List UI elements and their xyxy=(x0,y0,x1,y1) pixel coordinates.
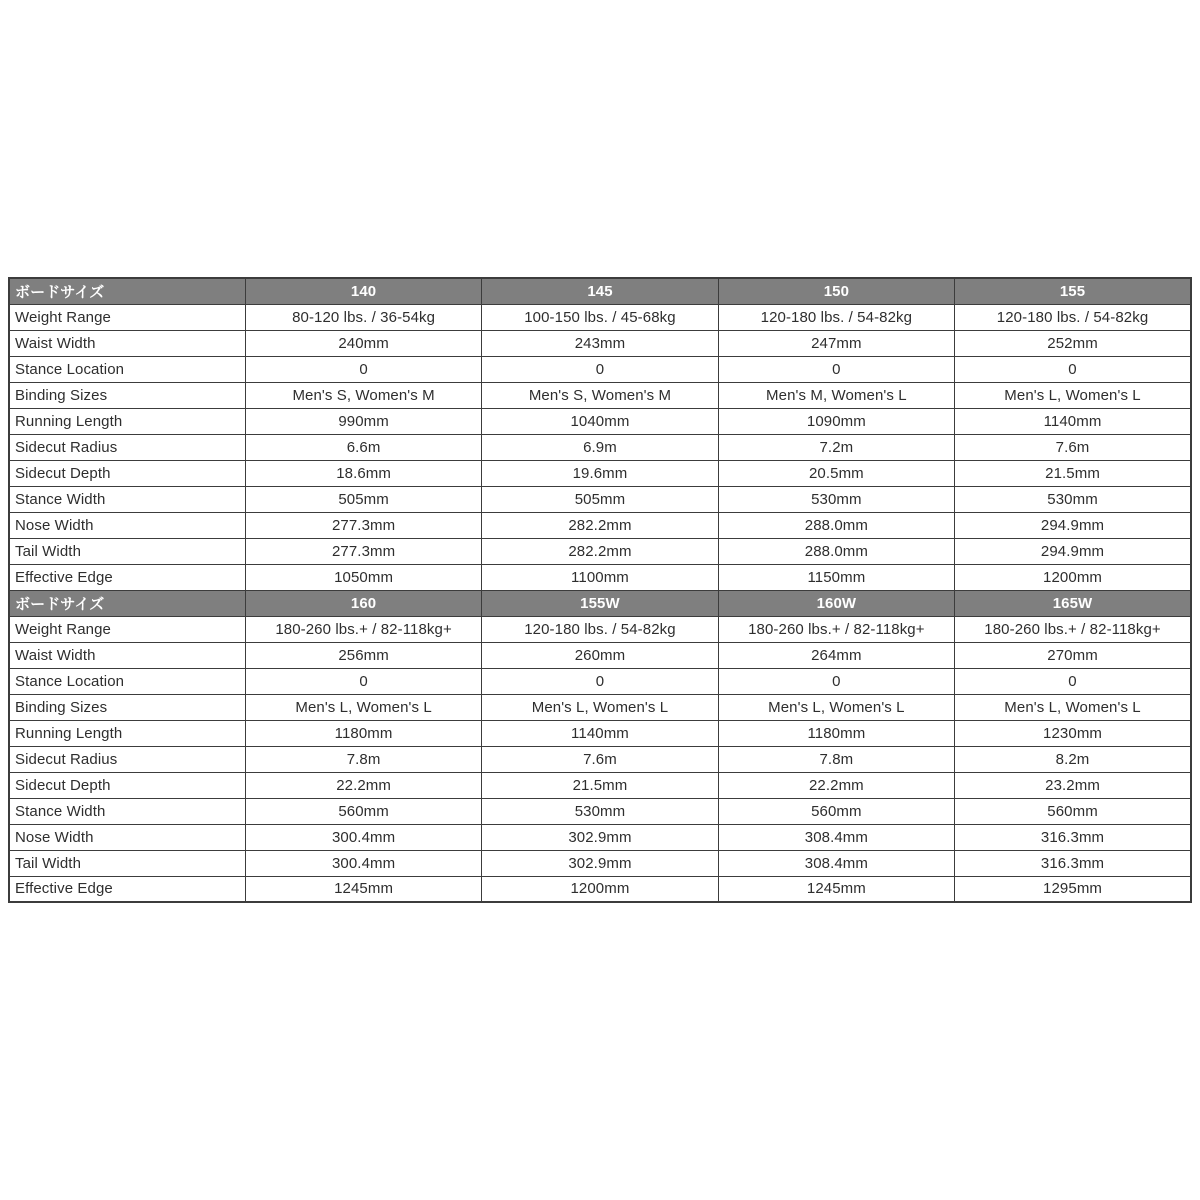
spec-value-cell: Men's M, Women's L xyxy=(718,382,954,408)
spec-row xyxy=(9,668,1191,694)
spec-row-label: Binding Sizes xyxy=(9,694,245,720)
spec-value-cell: 294.9mm xyxy=(955,538,1191,564)
spec-value-cell: 256mm xyxy=(245,642,481,668)
size-column-header: 155W xyxy=(482,590,718,616)
spec-row-label: Stance Location xyxy=(9,668,245,694)
spec-value-cell: 277.3mm xyxy=(245,538,481,564)
spec-row xyxy=(9,746,1191,772)
spec-value-cell: 243mm xyxy=(482,330,718,356)
size-column-header: 140 xyxy=(245,278,481,304)
spec-row xyxy=(9,434,1191,460)
spec-row xyxy=(9,720,1191,746)
spec-value-cell: 302.9mm xyxy=(482,850,718,876)
spec-value-cell: 252mm xyxy=(955,330,1191,356)
spec-row-label: Running Length xyxy=(9,720,245,746)
spec-value-cell: 505mm xyxy=(245,486,481,512)
spec-row xyxy=(9,356,1191,382)
spec-value-cell: 0 xyxy=(482,356,718,382)
spec-value-cell: 308.4mm xyxy=(718,850,954,876)
spec-value-cell: 264mm xyxy=(718,642,954,668)
spec-value-cell: 1150mm xyxy=(718,564,954,590)
spec-row-label: Waist Width xyxy=(9,330,245,356)
spec-row xyxy=(9,876,1191,902)
size-column-header: 145 xyxy=(482,278,718,304)
spec-value-cell: 247mm xyxy=(718,330,954,356)
spec-value-cell: 1140mm xyxy=(955,408,1191,434)
spec-value-cell: 1245mm xyxy=(718,876,954,902)
spec-value-cell: 120-180 lbs. / 54-82kg xyxy=(955,304,1191,330)
spec-row xyxy=(9,460,1191,486)
spec-value-cell: 1180mm xyxy=(245,720,481,746)
spec-value-cell: 1050mm xyxy=(245,564,481,590)
spec-value-cell: 1140mm xyxy=(482,720,718,746)
spec-value-cell: 560mm xyxy=(245,798,481,824)
spec-row-label: Running Length xyxy=(9,408,245,434)
board-size-spec-table xyxy=(8,277,1192,903)
spec-row-label: Binding Sizes xyxy=(9,382,245,408)
spec-value-cell: 1200mm xyxy=(955,564,1191,590)
spec-value-cell: 0 xyxy=(718,356,954,382)
spec-table-body xyxy=(9,278,1191,902)
spec-value-cell: 1040mm xyxy=(482,408,718,434)
spec-row-label: Weight Range xyxy=(9,616,245,642)
spec-value-cell: 300.4mm xyxy=(245,850,481,876)
spec-value-cell: Men's L, Women's L xyxy=(718,694,954,720)
spec-value-cell: 270mm xyxy=(955,642,1191,668)
spec-value-cell: 288.0mm xyxy=(718,538,954,564)
spec-row-label: Weight Range xyxy=(9,304,245,330)
spec-row-label: Stance Location xyxy=(9,356,245,382)
spec-row-label: Stance Width xyxy=(9,486,245,512)
spec-value-cell: 7.8m xyxy=(718,746,954,772)
section-header-row xyxy=(9,278,1191,304)
spec-row-label: Tail Width xyxy=(9,538,245,564)
spec-value-cell: 1295mm xyxy=(955,876,1191,902)
spec-value-cell: 6.6m xyxy=(245,434,481,460)
spec-value-cell: 0 xyxy=(955,668,1191,694)
spec-value-cell: 7.8m xyxy=(245,746,481,772)
spec-value-cell: 0 xyxy=(245,356,481,382)
spec-row xyxy=(9,382,1191,408)
spec-value-cell: Men's S, Women's M xyxy=(482,382,718,408)
size-column-header: 160 xyxy=(245,590,481,616)
spec-row xyxy=(9,538,1191,564)
spec-value-cell: 180-260 lbs.+ / 82-118kg+ xyxy=(955,616,1191,642)
spec-value-cell: 1090mm xyxy=(718,408,954,434)
spec-value-cell: 316.3mm xyxy=(955,824,1191,850)
spec-row xyxy=(9,824,1191,850)
spec-value-cell: 0 xyxy=(245,668,481,694)
spec-value-cell: 23.2mm xyxy=(955,772,1191,798)
spec-value-cell: 180-260 lbs.+ / 82-118kg+ xyxy=(718,616,954,642)
spec-value-cell: 20.5mm xyxy=(718,460,954,486)
spec-value-cell: 0 xyxy=(482,668,718,694)
spec-value-cell: 120-180 lbs. / 54-82kg xyxy=(482,616,718,642)
spec-row xyxy=(9,850,1191,876)
spec-value-cell: 1230mm xyxy=(955,720,1191,746)
spec-value-cell: Men's L, Women's L xyxy=(245,694,481,720)
spec-value-cell: 120-180 lbs. / 54-82kg xyxy=(718,304,954,330)
spec-value-cell: 294.9mm xyxy=(955,512,1191,538)
spec-row-label: Sidecut Depth xyxy=(9,772,245,798)
spec-row-label: Effective Edge xyxy=(9,564,245,590)
spec-value-cell: 302.9mm xyxy=(482,824,718,850)
spec-value-cell: 7.6m xyxy=(482,746,718,772)
spec-row xyxy=(9,798,1191,824)
spec-value-cell: 990mm xyxy=(245,408,481,434)
size-column-header: 160W xyxy=(718,590,954,616)
spec-row xyxy=(9,408,1191,434)
spec-value-cell: 7.2m xyxy=(718,434,954,460)
spec-value-cell: 288.0mm xyxy=(718,512,954,538)
spec-value-cell: 180-260 lbs.+ / 82-118kg+ xyxy=(245,616,481,642)
spec-value-cell: 19.6mm xyxy=(482,460,718,486)
spec-value-cell: 100-150 lbs. / 45-68kg xyxy=(482,304,718,330)
spec-row-label: Sidecut Depth xyxy=(9,460,245,486)
section-header-label: ボードサイズ xyxy=(9,278,245,304)
spec-value-cell: 21.5mm xyxy=(482,772,718,798)
spec-value-cell: 6.9m xyxy=(482,434,718,460)
spec-value-cell: 0 xyxy=(718,668,954,694)
spec-row xyxy=(9,304,1191,330)
spec-value-cell: 22.2mm xyxy=(718,772,954,798)
spec-value-cell: 530mm xyxy=(482,798,718,824)
spec-value-cell: 1100mm xyxy=(482,564,718,590)
spec-value-cell: 505mm xyxy=(482,486,718,512)
spec-row-label: Nose Width xyxy=(9,824,245,850)
spec-value-cell: 277.3mm xyxy=(245,512,481,538)
spec-value-cell: 1245mm xyxy=(245,876,481,902)
spec-value-cell: 530mm xyxy=(955,486,1191,512)
spec-value-cell: 530mm xyxy=(718,486,954,512)
spec-row xyxy=(9,486,1191,512)
spec-value-cell: 21.5mm xyxy=(955,460,1191,486)
spec-value-cell: 308.4mm xyxy=(718,824,954,850)
spec-row xyxy=(9,616,1191,642)
spec-row-label: Stance Width xyxy=(9,798,245,824)
size-column-header: 165W xyxy=(955,590,1191,616)
spec-value-cell: 240mm xyxy=(245,330,481,356)
size-column-header: 150 xyxy=(718,278,954,304)
spec-row-label: Sidecut Radius xyxy=(9,746,245,772)
spec-row-label: Tail Width xyxy=(9,850,245,876)
spec-value-cell: 282.2mm xyxy=(482,512,718,538)
spec-row xyxy=(9,512,1191,538)
spec-value-cell: 260mm xyxy=(482,642,718,668)
spec-value-cell: Men's L, Women's L xyxy=(955,382,1191,408)
spec-value-cell: 80-120 lbs. / 36-54kg xyxy=(245,304,481,330)
spec-value-cell: 1180mm xyxy=(718,720,954,746)
spec-value-cell: Men's L, Women's L xyxy=(955,694,1191,720)
spec-row-label: Sidecut Radius xyxy=(9,434,245,460)
spec-value-cell: 282.2mm xyxy=(482,538,718,564)
spec-value-cell: 8.2m xyxy=(955,746,1191,772)
spec-row-label: Effective Edge xyxy=(9,876,245,902)
spec-value-cell: 22.2mm xyxy=(245,772,481,798)
spec-value-cell: Men's S, Women's M xyxy=(245,382,481,408)
spec-row xyxy=(9,330,1191,356)
spec-row-label: Nose Width xyxy=(9,512,245,538)
spec-row xyxy=(9,642,1191,668)
spec-value-cell: 18.6mm xyxy=(245,460,481,486)
size-column-header: 155 xyxy=(955,278,1191,304)
spec-row xyxy=(9,564,1191,590)
spec-value-cell: 300.4mm xyxy=(245,824,481,850)
spec-value-cell: 1200mm xyxy=(482,876,718,902)
spec-row xyxy=(9,772,1191,798)
spec-value-cell: 560mm xyxy=(955,798,1191,824)
spec-value-cell: 560mm xyxy=(718,798,954,824)
spec-row-label: Waist Width xyxy=(9,642,245,668)
section-header-label: ボードサイズ xyxy=(9,590,245,616)
spec-value-cell: 0 xyxy=(955,356,1191,382)
section-header-row xyxy=(9,590,1191,616)
spec-value-cell: Men's L, Women's L xyxy=(482,694,718,720)
spec-value-cell: 7.6m xyxy=(955,434,1191,460)
spec-value-cell: 316.3mm xyxy=(955,850,1191,876)
spec-row xyxy=(9,694,1191,720)
